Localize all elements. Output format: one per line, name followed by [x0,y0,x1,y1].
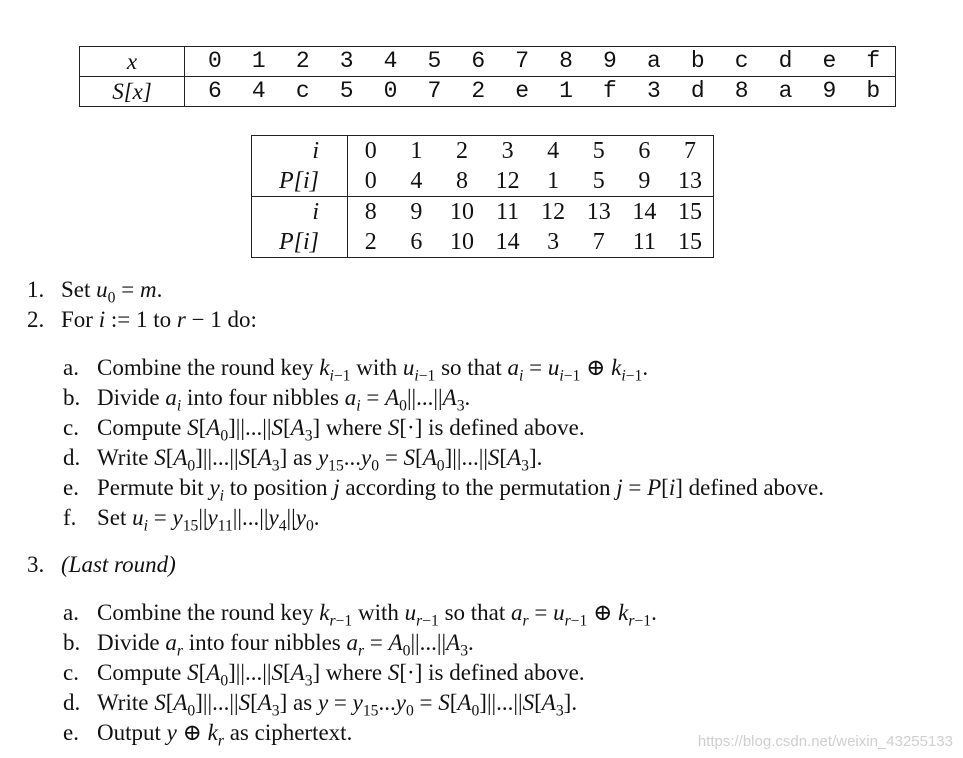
perm-p-cell: 12 [485,166,531,197]
perm-p-cell: 14 [495,229,520,255]
sbox-x-cell: 4 [369,47,413,77]
perm-i-row-1 [252,136,714,167]
sbox-s-label: S[x] [80,77,185,107]
step-letter: b. [63,630,81,655]
perm-i-cell: 13 [586,199,611,225]
perm-p-label: P[i] [252,227,348,258]
step-letter: f. [63,505,77,530]
sbox-x-cell: b [676,47,720,77]
step-3c: c. Compute $S[A_0]||...||S[A_3]$ where S[·] is defined above. [63,660,585,690]
perm-i-cell: 3 [501,138,514,164]
step-2f: f. Set $u_i = y_{15}||y_{11}||...||y_4||y_0$. [63,505,320,535]
sbox-s-cell: c [295,78,310,104]
sbox-s-cell: 4 [251,78,266,104]
step-letter: c. [63,415,79,440]
perm-i-cell: 7 [683,138,696,164]
sbox-s-row [80,77,896,107]
sbox-s-cell: 5 [339,78,354,104]
perm-i-cell: 14 [632,199,657,225]
perm-p-cell: 10 [449,229,474,255]
sbox-s-cell: 3 [646,78,661,104]
step-letter: d. [63,445,81,470]
sbox-x-cell: 3 [325,47,369,77]
perm-i-cell: 9 [410,199,423,225]
step-3d: d. Write $S[A_0]||...||S[A_3]$ as $y = y_{15}...y_0 = S[A_0]||...||S[A_3]$. [63,690,578,720]
sbox-s-cell: f [603,78,617,104]
sbox-x-cell: 9 [588,47,632,77]
perm-p-cell: 4 [394,166,440,197]
sbox-x-cell: 8 [544,47,588,77]
perm-p-cell: 9 [622,166,668,197]
perm-p-row-2 [252,227,714,258]
sbox-s-cell: 6 [208,78,222,104]
perm-i-cell: 1 [410,138,423,164]
perm-i-cell: 5 [592,138,605,164]
sbox-x-cell: f [851,47,895,77]
perm-p-cell: 1 [530,166,576,197]
sbox-x-cell: e [807,47,851,77]
perm-p-cell: 3 [547,229,560,255]
step-2d: d. Write $S[A_0]||...||S[A_3]$ as $y_{15}...y_0 = S[A_0]||...||S[A_3]$. [63,445,543,475]
step-number: 2. [27,307,45,332]
step-letter: a. [63,355,79,380]
sbox-x-label: x [80,47,185,77]
step-letter: e. [63,475,79,500]
step-2e: e. Permute bit $y_i$ to position j according to the permutation j = P[i] defined above. [63,475,825,505]
sbox-x-cell: 6 [456,47,500,77]
sbox-x-cell: c [720,47,764,77]
sbox-x-cell: a [632,47,676,77]
step-3: 3. (Last round) [27,552,176,577]
perm-p-cell: 11 [632,229,656,255]
step-number: 1. [27,277,45,302]
step-2b: b. Divide $a_i$ into four nibbles $a_i = A_0||...||A_3$. [63,385,471,415]
sbox-s-cell: 1 [559,78,573,104]
perm-p-cell: 13 [667,166,713,197]
perm-i-cell: 11 [496,199,520,225]
sbox-s-cell: a [778,78,793,104]
perm-p-row-1 [252,166,714,197]
sbox-x-cell: 2 [281,47,325,77]
step-3e: e. Output y ⊕ $k_r$ as ciphertext. [63,720,353,750]
step-letter: c. [63,660,79,685]
perm-p-cell: 7 [592,229,605,255]
step-letter: d. [63,690,81,715]
step-2c: c. Compute $S[A_0]||...||S[A_3]$ where S[·] is defined above. [63,415,585,445]
perm-i-label: i [252,136,348,167]
step-letter: a. [63,600,79,625]
perm-p-cell: 8 [439,166,485,197]
step-1: 1. Set $u_0 = m$. [27,277,163,307]
perm-i-cell: 2 [455,138,468,164]
perm-i-cell: 6 [638,138,651,164]
step-2a: a. Combine the round key $k_{i-1}$ with $u_{i-1}$ so that $a_i = u_{i-1}$ ⊕ $k_{i-1}$. [63,355,649,385]
step-3b: b. Divide $a_r$ into four nibbles $a_r = A_0||...||A_3$. [63,630,474,660]
step-2: 2. For i := 1 to r − 1 do: [27,307,257,332]
sbox-x-cell: 5 [412,47,456,77]
perm-p-cell: 0 [348,166,394,197]
perm-i-cell: 12 [541,199,566,225]
perm-i-label: i [252,197,348,228]
perm-i-row-2 [252,197,714,228]
perm-p-cell: 15 [677,229,702,255]
sbox-s-cell: d [690,78,705,104]
perm-i-cell: 4 [547,138,560,164]
sbox-x-cell: d [764,47,808,77]
sbox-s-cell: e [515,78,530,104]
sbox-s-cell: 0 [383,78,398,104]
permutation-table [251,135,714,258]
perm-p-label: P[i] [252,166,348,197]
perm-p-cell: 2 [364,229,377,255]
perm-p-cell: 6 [410,229,423,255]
sbox-s-cell: 9 [822,78,837,104]
step-number: 3. [27,552,45,577]
sbox-x-cell: 1 [237,47,281,77]
step-letter: b. [63,385,81,410]
sbox-x-cell: 0 [185,47,237,77]
sbox-s-cell: 2 [471,78,486,104]
sbox-s-cell: b [866,78,881,104]
sbox-s-cell: 8 [734,78,749,104]
watermark: https://blog.csdn.net/weixin_43255133 [697,733,953,750]
sbox-x-row [80,47,896,77]
step-3a: a. Combine the round key $k_{r-1}$ with $u_{r-1}$ so that $a_r = u_{r-1}$ ⊕ $k_{r-1}$. [63,600,657,630]
sbox-x-cell: 7 [500,47,544,77]
perm-i-cell: 0 [364,138,377,164]
sbox-s-cell: 7 [427,78,442,104]
perm-i-cell: 10 [449,199,474,225]
perm-i-cell: 8 [364,199,377,225]
perm-p-cell: 5 [576,166,622,197]
perm-i-cell: 15 [677,199,702,225]
sbox-table [79,46,896,107]
step-letter: e. [63,720,79,745]
